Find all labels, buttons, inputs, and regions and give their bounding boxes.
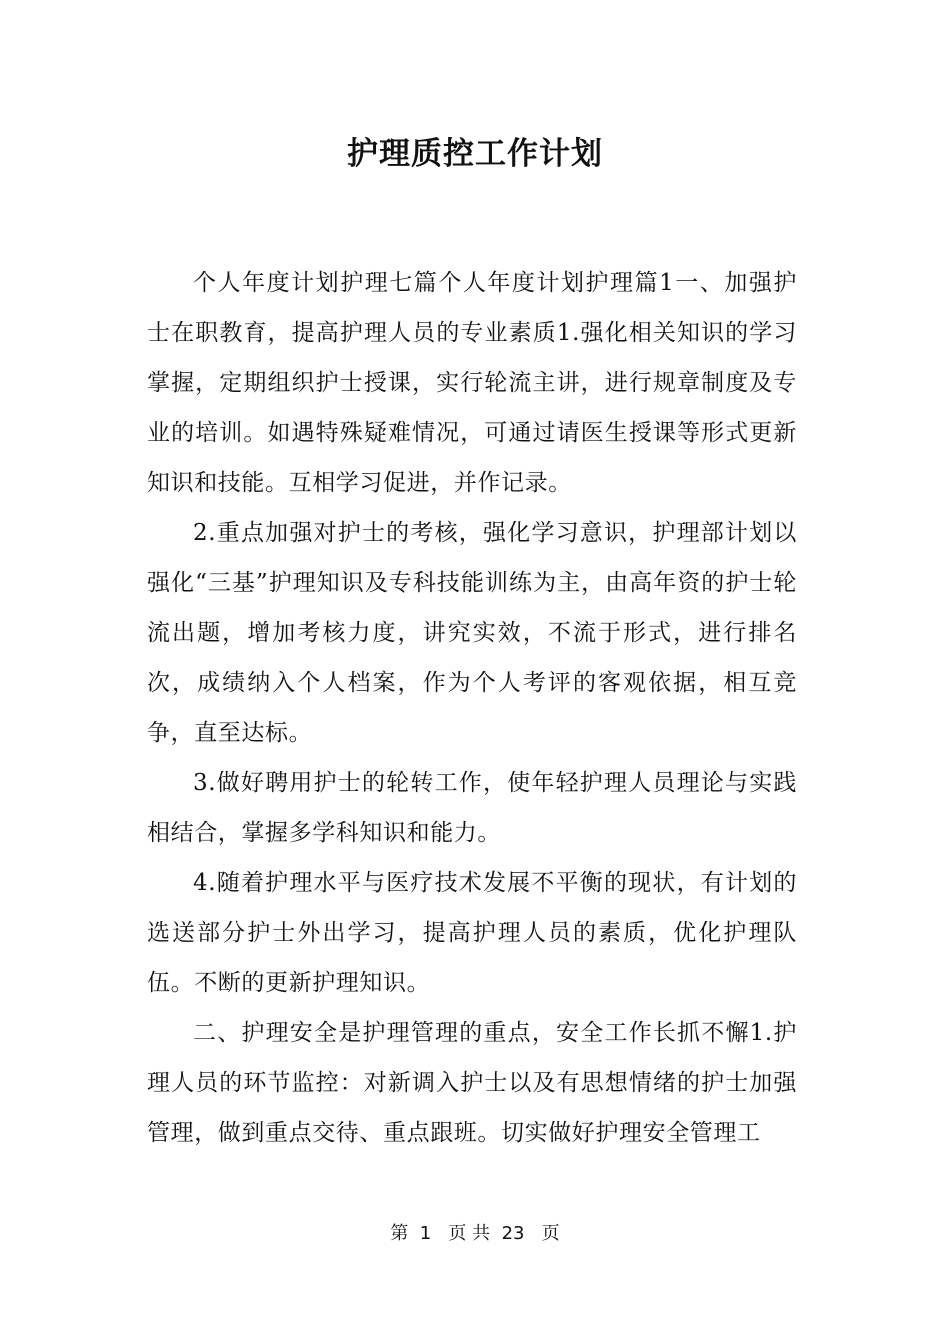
paragraph-3: 3.做好聘用护士的轮转工作，使年轻护理人员理论与实践相结合，掌握多学科知识和能力。 [147, 770, 797, 846]
page-number-footer: 第 1 页 共 23 页 [390, 1223, 560, 1244]
paragraph-2: 2.重点加强对护士的考核，强化学习意识，护理部计划以强化“三基”护理知识及专科技能训练为主，由高年资的护士轮流出题，增加考核力度，讲究实效，不流于形式，进行排名次，成绩纳入个人档案，作为个人考评的客观依据，相互竞争，直至达标。 [147, 520, 797, 746]
document-body [147, 258, 797, 1158]
paragraph-1: 个人年度计划护理七篇个人年度计划护理篇1一、加强护士在职教育，提高护理人员的专业素质1.强化相关知识的学习掌握，定期组织护士授课，实行轮流主讲，进行规章制度及专业的培训。如遇特殊疑难情况，可通过请医生授课等形式更新知识和技能。互相学习促进，并作记录。 [147, 270, 797, 496]
paragraph-4: 4.随着护理水平与医疗技术发展不平衡的现状，有计划的选送部分护士外出学习，提高护理人员的素质，优化护理队伍。不断的更新护理知识。 [147, 870, 797, 996]
paragraph-5: 二、护理安全是护理管理的重点，安全工作长抓不懈1.护理人员的环节监控：对新调入护士以及有思想情绪的护士加强管理，做到重点交待、重点跟班。切实做好护理安全管理工 [147, 1020, 797, 1146]
document-title: 护理质控工作计划 [347, 136, 603, 172]
